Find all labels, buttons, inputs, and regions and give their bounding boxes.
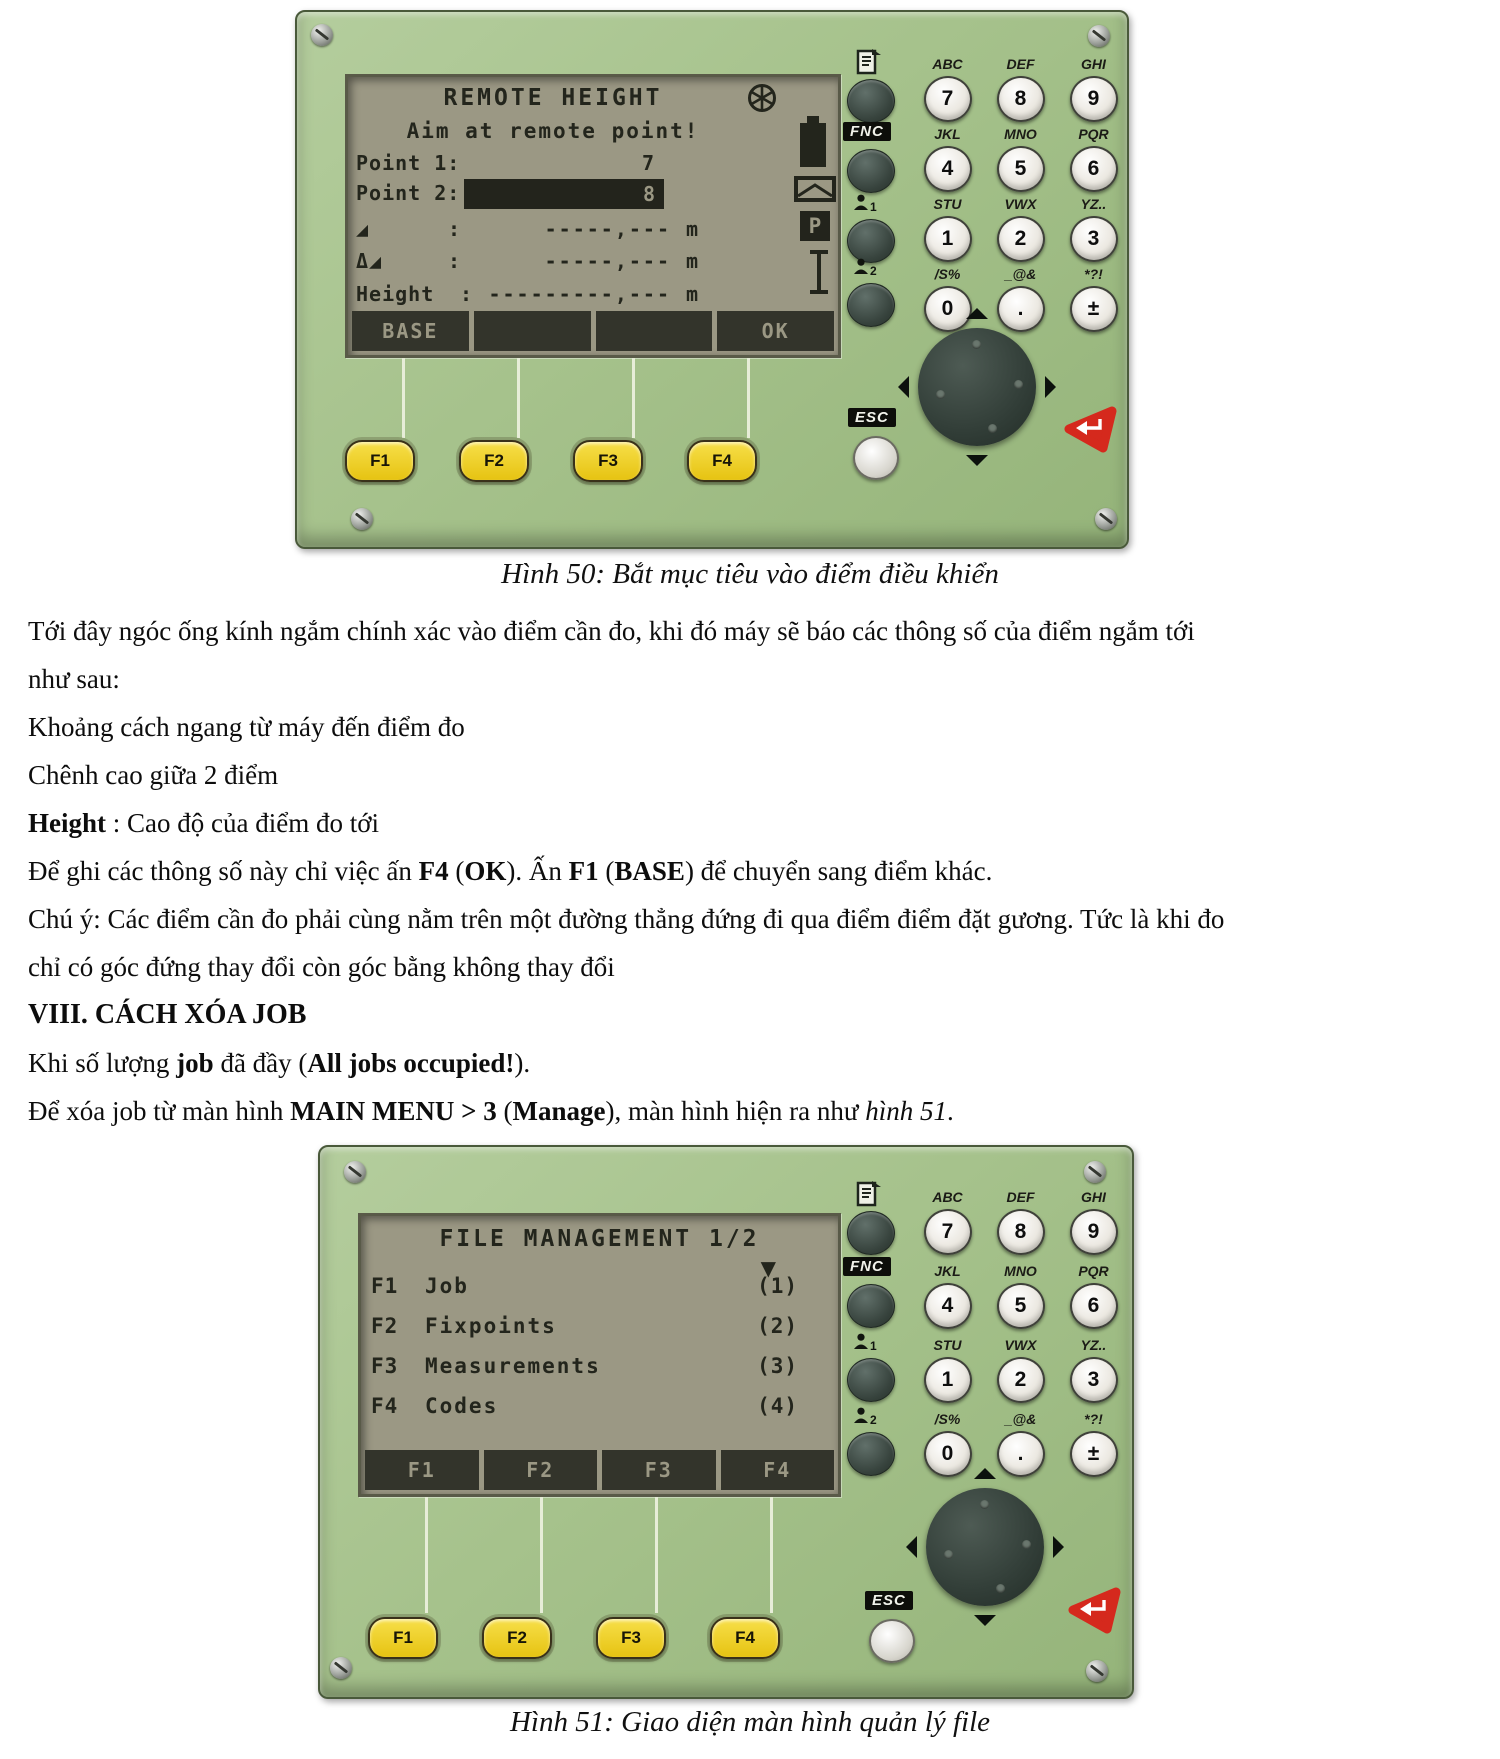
keypad-cell <box>911 1263 984 1337</box>
menu-item-measurements: F3 Measurements (3) <box>371 1354 798 1378</box>
lcd-row-height: Height : ---------,--- m <box>356 282 700 306</box>
key-5[interactable]: 5 <box>997 146 1045 192</box>
page-icon <box>855 1180 882 1212</box>
paragraph: Để ghi các thông số này chỉ việc ấn F4 (OK). Ấn F1 (BASE) để chuyển sang điểm khác. <box>28 856 993 886</box>
key-dot[interactable]: . <box>997 286 1045 332</box>
keypad-cell <box>1057 1189 1130 1263</box>
lcd-title: REMOTE HEIGHT <box>443 85 663 111</box>
softkey-connector-line <box>655 1497 658 1613</box>
key-letters-label: PQR <box>1078 126 1109 142</box>
lcd-title: FILE MANAGEMENT 1/2 <box>439 1226 760 1252</box>
key-1[interactable]: 1 <box>924 1357 972 1403</box>
lcd-row-point2: Point 2: 8 <box>356 181 786 209</box>
user2-button[interactable] <box>847 1432 895 1476</box>
fnc-button[interactable] <box>847 149 895 193</box>
section-heading: VIII. CÁCH XÓA JOB <box>28 999 307 1030</box>
keypad-cell <box>911 1337 984 1411</box>
keypad-cell <box>984 126 1057 196</box>
user2-button[interactable] <box>847 283 895 327</box>
nav-down-icon[interactable] <box>966 455 988 466</box>
key-plusminus[interactable]: ± <box>1070 1431 1118 1477</box>
lcd-softkey-f2: F2 <box>484 1450 598 1490</box>
softkey-connector-line <box>517 358 520 438</box>
body-text <box>28 607 1476 1135</box>
key-5[interactable]: 5 <box>997 1283 1045 1329</box>
lcd-softkey-bar <box>365 1450 834 1490</box>
key-letters-label: _@& <box>1004 266 1037 282</box>
paragraph: Khi số lượng job đã đầy (All jobs occupied!). <box>28 1048 531 1078</box>
esc-label: ESC <box>865 1591 913 1610</box>
nav-left-icon[interactable] <box>906 1536 917 1558</box>
nav-left-icon[interactable] <box>898 376 909 398</box>
menu-item-job: F1 Job (1) <box>371 1274 798 1298</box>
page-button[interactable] <box>847 1211 895 1255</box>
nav-right-icon[interactable] <box>1045 376 1056 398</box>
key-letters-label: VWX <box>1004 196 1037 212</box>
lcd-row-slope: ◢ : -----,--- m <box>356 217 700 241</box>
f1-key[interactable]: F1 <box>368 1617 438 1659</box>
key-letters-label: DEF <box>1006 56 1035 72</box>
key-letters-label: GHI <box>1081 56 1106 72</box>
user1-button[interactable] <box>847 1358 895 1402</box>
key-8[interactable]: 8 <box>997 76 1045 122</box>
key-3[interactable]: 3 <box>1070 216 1118 262</box>
prism-flag-p: P <box>800 211 830 241</box>
keypad-cell <box>1057 266 1130 336</box>
user2-icon: 2 <box>853 258 877 278</box>
lcd-row-delta-slope: Δ◢ : -----,--- m <box>356 249 700 273</box>
nav-pad[interactable] <box>899 309 1055 465</box>
envelope-icon <box>794 175 836 207</box>
key-letters-label: JKL <box>934 1263 961 1279</box>
key-letters-label: YZ.. <box>1080 1337 1107 1353</box>
paragraph: Khoảng cách ngang từ máy đến điểm đo <box>28 712 465 742</box>
screw-icon <box>351 508 373 530</box>
keypad-cell <box>1057 126 1130 196</box>
keypad-cell <box>911 126 984 196</box>
nav-pad[interactable] <box>907 1469 1063 1625</box>
user2-icon: 2 <box>853 1407 877 1427</box>
screw-icon <box>1084 1161 1106 1183</box>
keypad-cell <box>984 1337 1057 1411</box>
paragraph: Height : Cao độ của điểm đo tới <box>28 808 379 838</box>
user1-button[interactable] <box>847 219 895 263</box>
key-3[interactable]: 3 <box>1070 1357 1118 1403</box>
keypad-cell <box>1057 1337 1130 1411</box>
numeric-keypad <box>911 56 1130 336</box>
lcd-softkey-empty <box>596 311 713 351</box>
f3-key[interactable]: F3 <box>573 440 643 482</box>
nav-wheel[interactable] <box>926 1488 1044 1606</box>
key-7[interactable]: 7 <box>924 76 972 122</box>
key-letters-label: /S% <box>934 1411 961 1427</box>
user1-icon: 1 <box>853 1333 877 1353</box>
user1-icon: 1 <box>853 194 877 214</box>
key-2[interactable]: 2 <box>997 216 1045 262</box>
enter-arrow-icon <box>1064 1585 1122 1635</box>
key-8[interactable]: 8 <box>997 1209 1045 1255</box>
softkey-connector-line <box>747 358 750 438</box>
paragraph: Để xóa job từ màn hình MAIN MENU > 3 (Manage), màn hình hiện ra như hình 51. <box>28 1096 954 1126</box>
keypad-cell <box>984 196 1057 266</box>
lcd-softkey-empty <box>474 311 591 351</box>
fnc-label: FNC <box>843 1257 891 1276</box>
numeric-keypad <box>911 1189 1130 1485</box>
instrument-panel-remote-height <box>295 10 1129 549</box>
key-letters-label: /S% <box>934 266 961 282</box>
keypad-cell <box>1057 196 1130 266</box>
point2-input-highlight: 8 <box>464 179 664 209</box>
softkey-connector-line <box>402 358 405 438</box>
f2-key[interactable]: F2 <box>482 1617 552 1659</box>
slope-icon: ◢ <box>356 217 370 241</box>
lcd-screen-remote-height <box>345 74 841 358</box>
esc-button[interactable] <box>869 1619 915 1663</box>
paragraph: Chú ý: Các điểm cần đo phải cùng nằm trên một đường thẳng đứng đi qua điểm điểm đặt gương. Tức là khi đo chỉ có góc đứng thay đổi còn góc bằng không thay đổi <box>28 904 1225 982</box>
paragraph: Tới đây ngóc ống kính ngắm chính xác vào điểm cần đo, khi đó máy sẽ báo các thông số của điểm ngắm tới như sau: <box>28 616 1195 694</box>
keypad-cell <box>1057 1263 1130 1337</box>
key-plusminus[interactable]: ± <box>1070 286 1118 332</box>
key-letters-label: YZ.. <box>1080 196 1107 212</box>
key-letters-label: ABC <box>932 1189 963 1205</box>
prism-icon <box>746 82 778 118</box>
screw-icon <box>1095 508 1117 530</box>
delta-slope-icon: Δ◢ <box>356 249 383 273</box>
keypad-cell <box>984 1189 1057 1263</box>
lcd-softkey-bar <box>352 311 834 351</box>
point1-value: 7 <box>641 151 656 175</box>
lcd-row-point1: Point 1: 7 <box>356 151 656 175</box>
fnc-button[interactable] <box>847 1284 895 1328</box>
key-letters-label: *?! <box>1084 266 1103 282</box>
page-button[interactable] <box>847 79 895 123</box>
figure-caption-51: Hình 51: Giao diện màn hình quản lý file <box>509 1706 991 1738</box>
key-letters-label: PQR <box>1078 1263 1109 1279</box>
lcd-softkey-ok: OK <box>717 311 834 351</box>
key-letters-label: VWX <box>1004 1337 1037 1353</box>
softkey-connector-line <box>632 358 635 438</box>
menu-item-fixpoints: F2 Fixpoints (2) <box>371 1314 798 1338</box>
key-4[interactable]: 4 <box>924 1283 972 1329</box>
screw-icon <box>344 1161 366 1183</box>
page-icon <box>855 48 882 80</box>
key-letters-label: MNO <box>1004 1263 1037 1279</box>
key-dot[interactable]: . <box>997 1431 1045 1477</box>
lcd-screen-file-management <box>358 1213 841 1497</box>
keypad-cell <box>911 1189 984 1263</box>
function-key-row <box>368 1617 780 1659</box>
keypad-cell <box>1057 56 1130 126</box>
key-6[interactable]: 6 <box>1070 1283 1118 1329</box>
key-letters-label: *?! <box>1084 1411 1103 1427</box>
key-0[interactable]: 0 <box>924 1431 972 1477</box>
nav-wheel[interactable] <box>918 328 1036 446</box>
lcd-softkey-f1: F1 <box>365 1450 479 1490</box>
reflector-height-icon <box>806 249 832 299</box>
f4-key[interactable]: F4 <box>710 1617 780 1659</box>
key-0[interactable]: 0 <box>924 286 972 332</box>
nav-up-icon[interactable] <box>966 308 988 319</box>
key-letters-label: _@& <box>1004 1411 1037 1427</box>
enter-arrow-icon <box>1060 404 1118 454</box>
fnc-label: FNC <box>843 122 891 141</box>
screw-icon <box>330 1657 352 1679</box>
battery-icon <box>800 123 826 167</box>
key-9[interactable]: 9 <box>1070 76 1118 122</box>
key-4[interactable]: 4 <box>924 146 972 192</box>
key-2[interactable]: 2 <box>997 1357 1045 1403</box>
softkey-connector-line <box>770 1497 773 1613</box>
keypad-cell <box>911 196 984 266</box>
f1-key[interactable]: F1 <box>345 440 415 482</box>
key-letters-label: DEF <box>1006 1189 1035 1205</box>
lcd-softkey-f4: F4 <box>721 1450 835 1490</box>
nav-up-icon[interactable] <box>974 1468 996 1479</box>
f4-key[interactable]: F4 <box>687 440 757 482</box>
screw-icon <box>311 24 333 46</box>
f3-key[interactable]: F3 <box>596 1617 666 1659</box>
enter-button[interactable] <box>1060 404 1118 454</box>
softkey-connector-line <box>540 1497 543 1613</box>
screw-icon <box>1086 1660 1108 1682</box>
key-letters-label: JKL <box>934 126 961 142</box>
enter-button[interactable] <box>1064 1585 1122 1635</box>
figure-caption-50: Hình 50: Bắt mục tiêu vào điểm điều khiển <box>501 558 999 590</box>
screw-icon <box>1088 25 1110 47</box>
keypad-cell <box>984 1263 1057 1337</box>
instrument-panel-file-management <box>318 1145 1134 1699</box>
keypad-cell <box>911 56 984 126</box>
function-key-row <box>345 440 757 482</box>
lcd-softkey-f3: F3 <box>602 1450 716 1490</box>
paragraph: Chênh cao giữa 2 điểm <box>28 760 279 790</box>
lcd-softkey-base: BASE <box>352 311 469 351</box>
esc-button[interactable] <box>853 436 899 480</box>
key-1[interactable]: 1 <box>924 216 972 262</box>
keypad-cell <box>984 56 1057 126</box>
key-6[interactable]: 6 <box>1070 146 1118 192</box>
lcd-message: Aim at remote point! <box>406 119 700 143</box>
key-letters-label: STU <box>933 196 962 212</box>
keypad-cell <box>1057 1411 1130 1485</box>
key-letters-label: STU <box>933 1337 962 1353</box>
menu-item-codes: F4 Codes (4) <box>371 1394 798 1418</box>
nav-right-icon[interactable] <box>1053 1536 1064 1558</box>
softkey-connector-line <box>425 1497 428 1613</box>
nav-down-icon[interactable] <box>974 1615 996 1626</box>
key-letters-label: ABC <box>932 56 963 72</box>
esc-label: ESC <box>848 408 896 427</box>
key-letters-label: MNO <box>1004 126 1037 142</box>
key-9[interactable]: 9 <box>1070 1209 1118 1255</box>
key-letters-label: GHI <box>1081 1189 1106 1205</box>
more-pages-icon: ▼ <box>760 1256 776 1280</box>
f2-key[interactable]: F2 <box>459 440 529 482</box>
key-7[interactable]: 7 <box>924 1209 972 1255</box>
